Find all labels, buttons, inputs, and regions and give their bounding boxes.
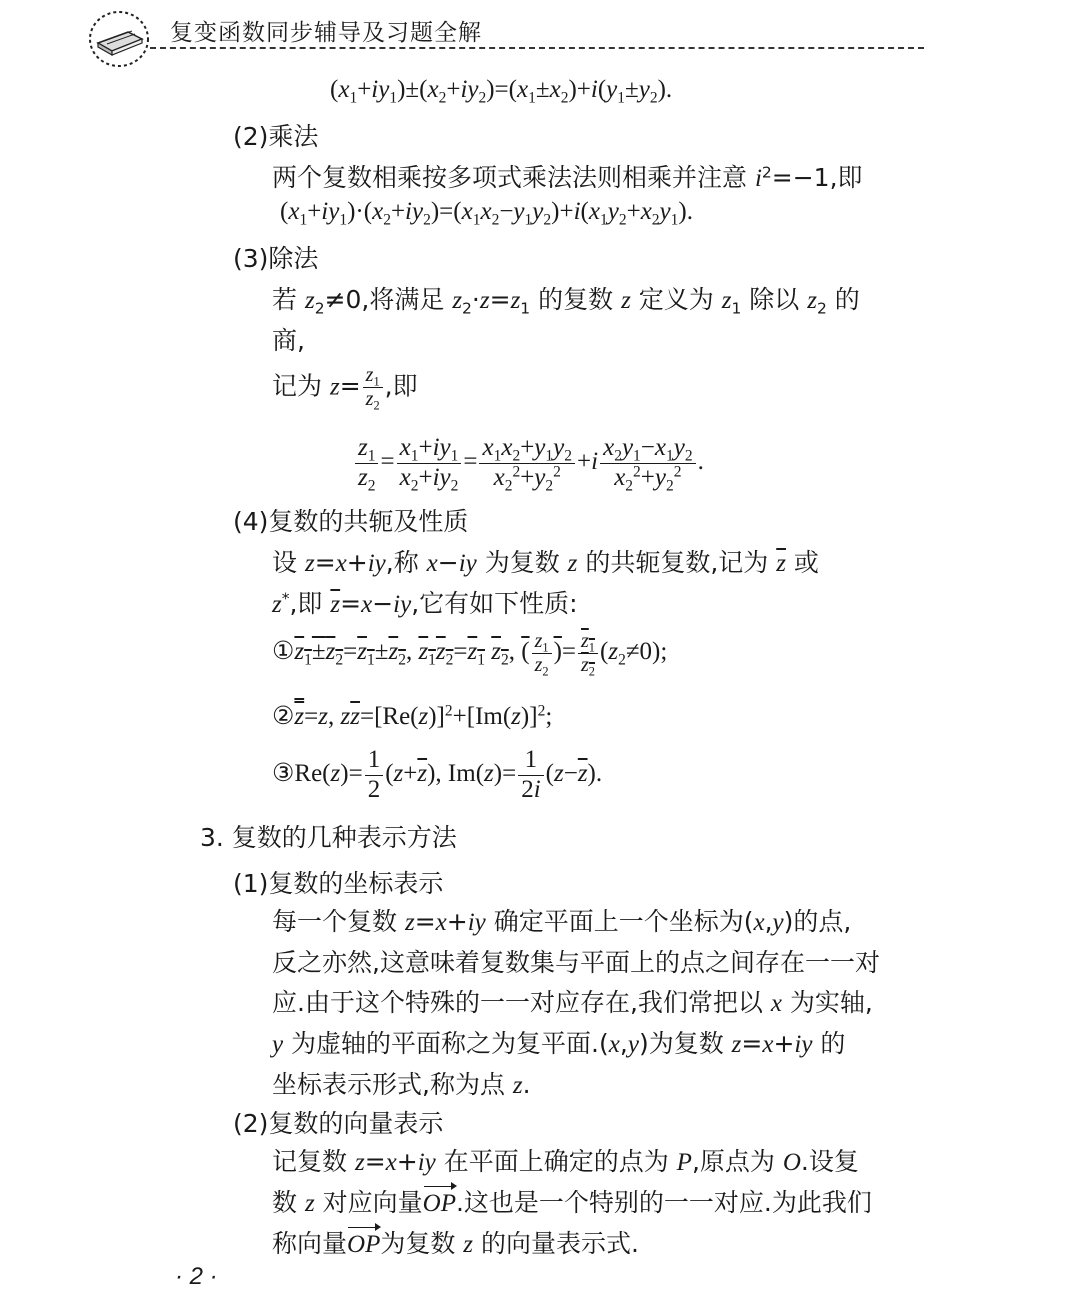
header-title: 复变函数同步辅导及习题全解	[170, 20, 482, 46]
mul-formula: $(x_1+iy_1)\cdot(x_2+iy_2)=(x_1x_2-y_1y_2)+i(x_1y_2+x_2y_1)$.	[280, 198, 693, 229]
vec-paragraph: 记复数 z=x+iy 在平面上确定的点为 P,原点为 O.设复 数 z 对应向量OP.这也是一个特别的一一对应.为此我们 称向量OP为复数 z 的向量表示式.	[272, 1142, 932, 1265]
vec-heading: (2)复数的向量表示	[233, 1109, 444, 1138]
property-2: ②z=z, $z\overline{z}=[Re(z)]^2+[Im(z)]^2$;	[272, 702, 553, 730]
conj-text-2: z*,即 $\overline{z}=x-iy$,它有如下性质:	[272, 589, 578, 618]
header-logo	[88, 10, 150, 68]
coord-heading: (1)复数的坐标表示	[233, 869, 444, 898]
conj-text-1: 设 z=x+iy,称 x−iy 为复数 z 的共轭复数,记为 $\overline{z}$ 或	[272, 548, 819, 577]
mul-text: 两个复数相乘按多项式乘法法则相乘并注意 $i^2=-1$,即	[272, 163, 863, 192]
property-1: $①z_1\pm z_2=z_1\pm z_2$, $z_1z_2=z_1$ $z_2$, ( $\frac{z_1}{z_2}$ )= $\frac{z_1}{z_2}$ $(z_2\ne 0)$;	[272, 630, 668, 679]
section-3-heading: 3. 复数的几种表示方法	[200, 823, 457, 852]
div-text-2: 商,	[272, 326, 305, 355]
div-heading: (3)除法	[233, 244, 319, 273]
addition-formula: $(x_1+iy_1)\pm(x_2+iy_2)=(x_1\pm x_2)+i(y_1\pm y_2)$.	[330, 76, 673, 107]
div-text-1: 若 $z_2\ne 0$,将满足 $z_2\cdot z=z_1$ 的复数 z 定义为 $z_1$ 除以 $z_2$ 的	[272, 285, 860, 318]
property-3: ③Re(z)= $\frac{1}{2}$ $(z+\overline{z})$, Im(z)= $\frac{1}{2i}$ $(z-\overline{z})$.	[272, 746, 603, 803]
page-number: · 2 ·	[175, 1263, 218, 1290]
conj-heading: (4)复数的共轭及性质	[233, 507, 469, 536]
coord-paragraph: 每一个复数 z=x+iy 确定平面上一个坐标为(x,y)的点, 反之亦然,这意味着复数集与平面上的点之间存在一一对 应.由于这个特殊的一一对应存在,我们常把以 x 为实轴, y 为虚轴的平面称之为复平面.(x,y)为复数 z=x+iy 的 坐标表示形式,称为点 z.	[272, 907, 880, 1099]
header-rule	[150, 47, 924, 49]
div-formula: $\frac{z_1}{z_2}$ = $\frac{x_1+iy_1}{x_2+iy_2}$ = $\frac{x_1x_2+y_1y_2}{x_2^2+y_2^2}$ +i $\frac{x_2y_1-x_1y_2}{x_2^2+y_2^2}$ .	[353, 434, 704, 493]
mul-heading: (2)乘法	[233, 122, 319, 151]
div-note: 记为 z= $\frac{z_1}{z_2}$ ,即	[272, 364, 418, 413]
